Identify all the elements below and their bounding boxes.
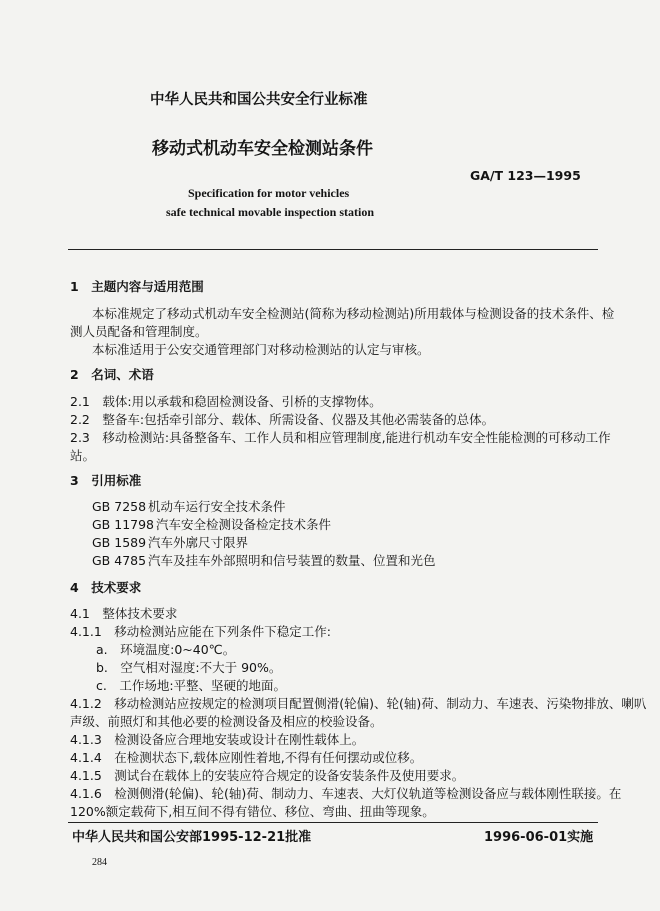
reference-name: 汽车安全检测设备检定技术条件: [156, 517, 332, 532]
issuing-organization: 中华人民共和国公共安全行业标准: [150, 92, 368, 108]
clause-4-1-2-line-1: 4.1.2 移动检测站应按规定的检测项目配置侧滑(轮偏)、轮(轴)荷、制动力、车速表、污染物排放、喇叭: [70, 696, 647, 711]
clause-4-1-5: 4.1.5 测试台在载体上的安装应符合规定的设备安装条件及使用要求。: [70, 768, 465, 783]
clause-4-1-4: 4.1.4 在检测状态下,载体应刚性着地,不得有任何摆动或位移。: [70, 750, 423, 765]
definition-2-1: 2.1 载体:用以承载和稳固检测设备、引桥的支撑物体。: [70, 394, 382, 409]
section-2-heading: 2 名词、术语: [70, 367, 154, 382]
implementation-date: 1996-06-01实施: [484, 830, 594, 845]
clause-4-1-3: 4.1.3 检测设备应合理地安装或设计在刚性载体上。: [70, 732, 365, 747]
reference-code: GB 11798: [92, 517, 154, 532]
clause-4-1: 4.1 整体技术要求: [70, 606, 178, 621]
english-title-line-2: safe technical movable inspection station: [166, 205, 374, 219]
clause-4-1-6-line-2: 120%额定载荷下,相互间不得有错位、移位、弯曲、扭曲等现象。: [70, 804, 435, 819]
footer-divider: [68, 822, 598, 823]
condition-c: c. 工作场地:平整、坚硬的地面。: [96, 678, 287, 693]
clause-4-1-2-line-2: 声级、前照灯和其他必要的检测设备及相应的校验设备。: [70, 714, 383, 729]
reference-name: 机动车运行安全技术条件: [148, 499, 286, 514]
clause-4-1-6-line-1: 4.1.6 检测侧滑(轮偏)、轮(轴)荷、制动力、车速表、大灯仪轨道等检测设备应与载体刚性联接。在: [70, 786, 622, 801]
definition-2-2: 2.2 整备车:包括牵引部分、载体、所需设备、仪器及其他必需装备的总体。: [70, 412, 495, 427]
document-title: 移动式机动车安全检测站条件: [152, 139, 373, 159]
clause-4-1-1: 4.1.1 移动检测站应能在下列条件下稳定工作:: [70, 624, 332, 639]
condition-b: b. 空气相对湿度:不大于 90%。: [96, 660, 282, 675]
section-3-heading: 3 引用标准: [70, 473, 142, 488]
section-1-paragraph-1-line-1: 本标准规定了移动式机动车安全检测站(简称为移动检测站)所用载体与检测设备的技术条件、检: [92, 306, 615, 321]
section-1-paragraph-1-line-2: 测人员配备和管理制度。: [70, 324, 208, 339]
standard-code: GA/T 123—1995: [470, 168, 581, 183]
section-1-paragraph-2: 本标准适用于公安交通管理部门对移动检测站的认定与审核。: [92, 342, 430, 357]
definition-2-3-line-2: 站。: [70, 448, 96, 463]
reference-code: GB 7258: [92, 499, 147, 514]
reference-code: GB 4785: [92, 553, 147, 568]
page-number: 284: [92, 857, 107, 868]
approval-statement: 中华人民共和国公安部1995-12-21批准: [72, 830, 312, 845]
reference-code: GB 1589: [92, 535, 147, 550]
section-1-heading: 1 主题内容与适用范围: [70, 279, 204, 294]
english-title-line-1: Specification for motor vehicles: [188, 186, 350, 200]
condition-a: a. 环境温度:0~40℃。: [96, 642, 236, 657]
definition-2-3-line-1: 2.3 移动检测站:具备整备车、工作人员和相应管理制度,能进行机动车安全性能检测的可移动工作: [70, 430, 611, 445]
reference-name: 汽车外廓尺寸限界: [148, 535, 249, 550]
section-4-heading: 4 技术要求: [70, 580, 142, 595]
reference-name: 汽车及挂车外部照明和信号装置的数量、位置和光色: [148, 553, 436, 568]
header-divider: [68, 249, 598, 250]
